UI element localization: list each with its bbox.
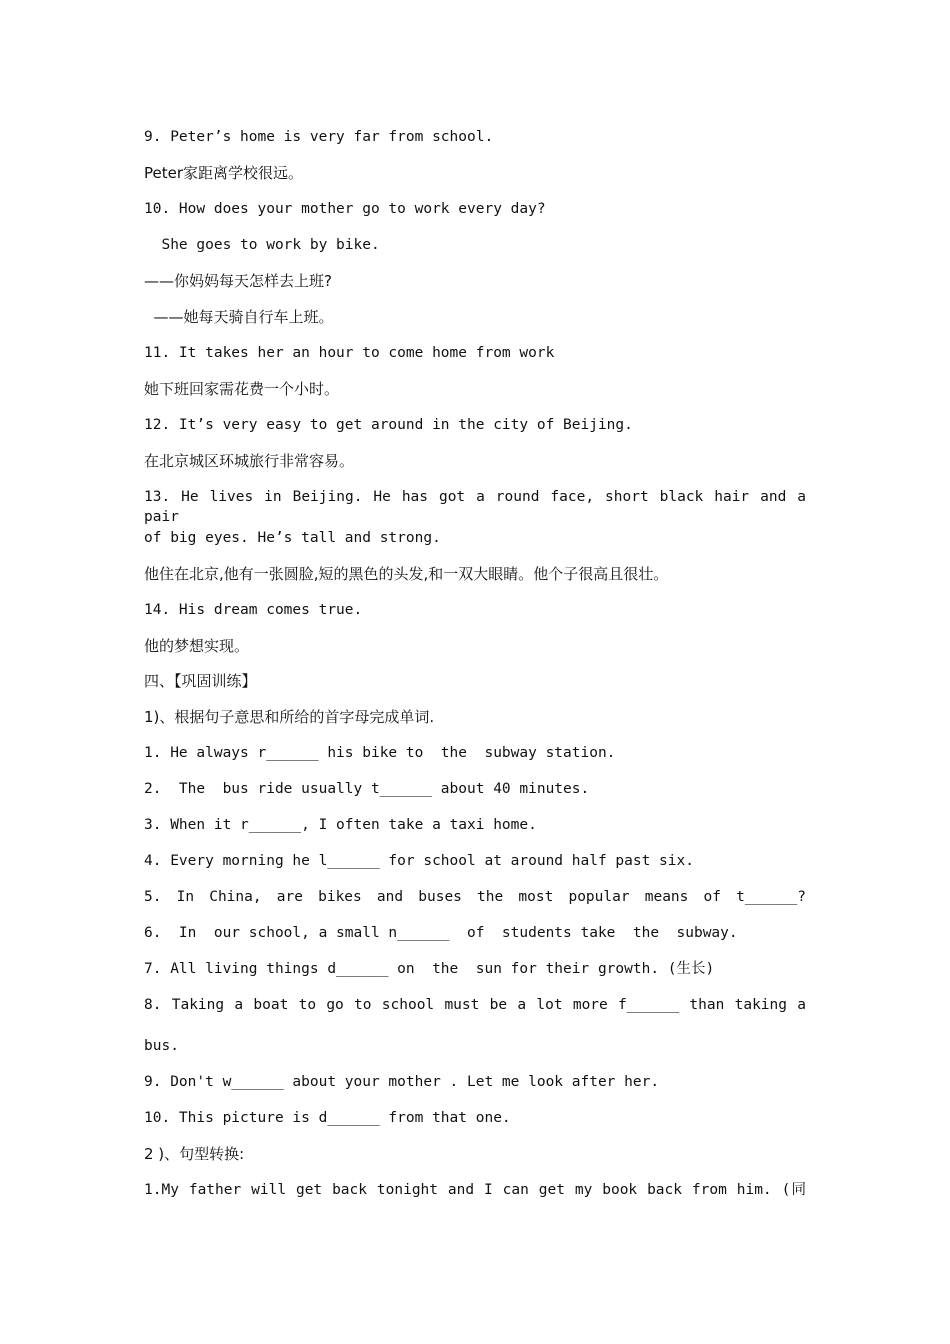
sentence-13-zh: 他住在北京,他有一张圆脸,短的黑色的头发,和一双大眼睛。他个子很高且很壮。 [144,565,669,583]
exercise-item-5: 5. In China, are bikes and buses the most popular means of t______? [144,889,806,905]
exercise-item-8-line1: 8. Taking a boat to go to school must be a lot more f______ than taking a [144,997,806,1013]
sentence-14-zh: 他的梦想实现。 [144,637,250,655]
sentence-12-en: 12. It’s very easy to get around in the city of Beijing. [144,417,633,433]
exercise-item-10: 10. This picture is d______ from that one. [144,1110,511,1126]
sentence-10-question: 10. How does your mother go to work every day? [144,201,546,217]
exercise-item-3: 3. When it r______, I often take a taxi home. [144,817,537,833]
exercise-item-7: 7. All living things d______ on the sun for their growth. (生长) [144,961,715,977]
sentence-11-en: 11. It takes her an hour to come home from work [144,345,555,361]
exercise-item-6: 6. In our school, a small n______ of students take the subway. [144,925,738,941]
sentence-13-en-line1: 13. He lives in Beijing. He has got a round face, short black hair and a pair [144,489,806,525]
exercise-item-4: 4. Every morning he l______ for school at around half past six. [144,853,694,869]
exercise-2-item-1: 1.My father will get back tonight and I can get my book back from him. (同 [144,1182,806,1198]
exercise-item-8-line2: bus. [144,1038,179,1054]
sentence-10-question-zh: ——你妈妈每天怎样去上班? [144,272,332,290]
section-heading: 四、【巩固训练】 [144,672,257,690]
exercise-1-instruction: 1)、根据句子意思和所给的首字母完成单词. [144,708,435,726]
exercise-2-instruction: 2 )、句型转换: [144,1145,245,1163]
sentence-10-answer-zh: ——她每天骑自行车上班。 [144,308,334,326]
exercise-item-9: 9. Don't w______ about your mother . Let me look after her. [144,1074,660,1090]
sentence-12-zh: 在北京城区环城旅行非常容易。 [144,452,355,470]
sentence-14-en: 14. His dream comes true. [144,602,363,618]
sentence-13-en-line2: of big eyes. He’s tall and strong. [144,530,441,546]
sentence-10-answer: She goes to work by bike. [144,237,380,253]
exercise-item-1: 1. He always r______ his bike to the subway station. [144,745,616,761]
sentence-9-zh: Peter家距离学校很远。 [144,164,304,182]
sentence-9-en: 9. Peter’s home is very far from school. [144,129,494,145]
sentence-11-zh: 她下班回家需花费一个小时。 [144,380,340,398]
exercise-item-2: 2. The bus ride usually t______ about 40 minutes. [144,781,590,797]
